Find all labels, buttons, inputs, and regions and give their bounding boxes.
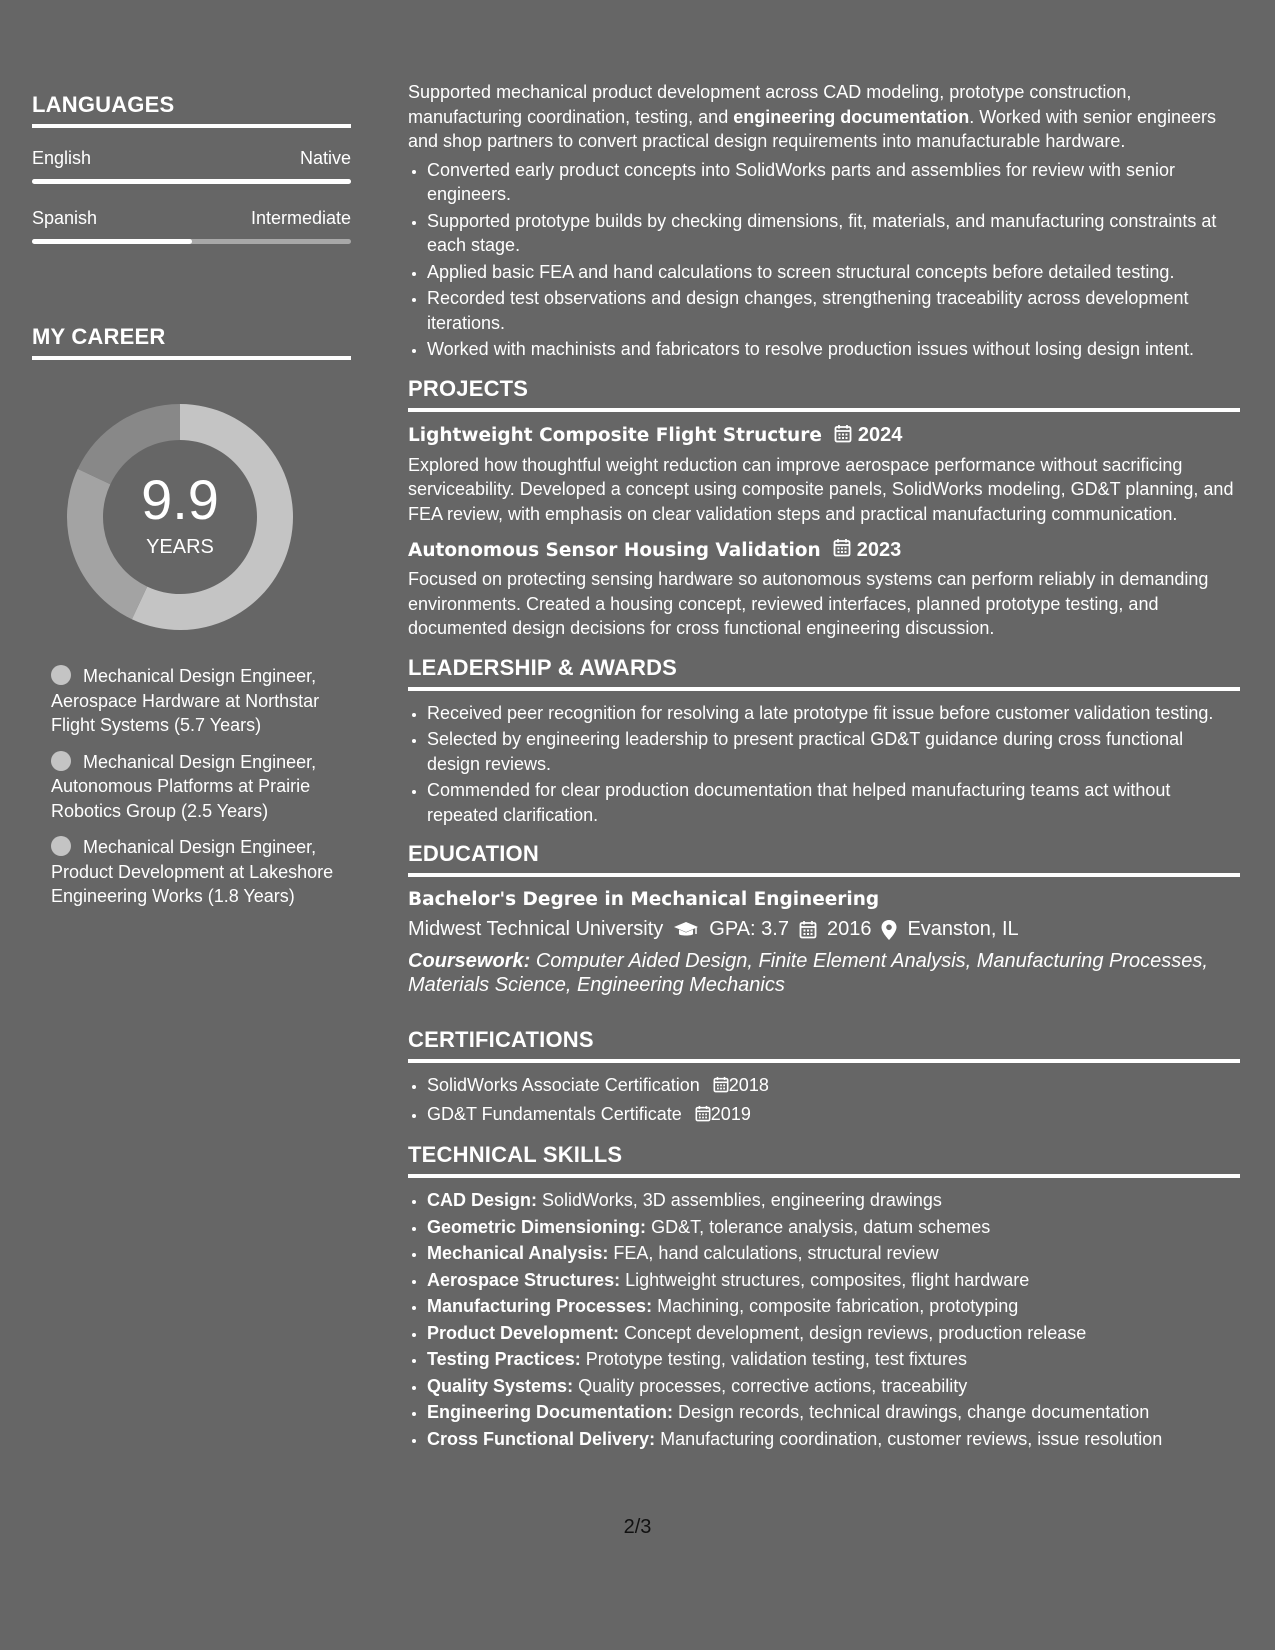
skill-value: Design records, technical drawings, change documentation (678, 1402, 1150, 1422)
career-years-unit: YEARS (146, 535, 214, 558)
experience-summary (408, 80, 1240, 154)
skill-value: Lightweight structures, composites, flight hardware (625, 1269, 1030, 1290)
education-degree: Bachelor's Degree in Mechanical Engineering (408, 889, 880, 910)
skills-heading: TECHNICAL SKILLS (408, 1142, 1240, 1178)
leadership-section (408, 655, 1240, 828)
skill-label: Mechanical Analysis: (427, 1243, 609, 1263)
calendar-icon (713, 1075, 729, 1100)
language-item (32, 148, 351, 184)
experience-bullet: • Applied basic FEA and hand calculations to screen structural concepts before detailed testing. (427, 260, 1240, 285)
graduation-cap-icon (673, 921, 709, 939)
education-year: 2016 (826, 918, 872, 940)
project-description: Focused on protecting sensing hardware so autonomous systems can perform reliably in demanding environments. Created a housing concept, reviewed interfaces, planned prototype testing, and documented design decisions for cross functional engineering discussion. (408, 569, 1209, 638)
location-pin-icon (881, 920, 907, 940)
leadership-heading: LEADERSHIP & AWARDS (408, 655, 1240, 691)
certification-name: SolidWorks Associate Certification (427, 1075, 700, 1095)
language-proficiency-fill (32, 239, 192, 244)
languages-heading: LANGUAGES (32, 92, 351, 128)
education-coursework (408, 949, 1240, 997)
skill-label: Aerospace Structures: (427, 1269, 621, 1290)
language-level: Native (299, 148, 351, 168)
education-school: Midwest Technical University (408, 918, 664, 940)
skill-label: Manufacturing Processes: (427, 1296, 653, 1316)
project-title-row (408, 424, 1240, 448)
skills-list (408, 1188, 1240, 1451)
language-proficiency-bar (32, 179, 351, 184)
skill-value: GD&T, tolerance analysis, datum schemes (651, 1216, 991, 1237)
language-item (32, 208, 351, 244)
summary-bold-text: engineering documentation (733, 106, 970, 127)
leadership-item: • Selected by engineering leadership to present practical GD&T guidance during cross functional design reviews. (427, 727, 1240, 776)
project-year: 2023 (856, 538, 902, 561)
career-role-text: Mechanical Design Engineer, Autonomous Platforms at Prairie Robotics Group (2.5 Years) (51, 751, 317, 821)
language-level: Intermediate (250, 208, 351, 228)
language-proficiency-fill (32, 179, 351, 184)
education-gpa: GPA: 3.7 (709, 918, 789, 940)
skill-value: Concept development, design reviews, production release (624, 1322, 1087, 1343)
skill-item (427, 1400, 1240, 1425)
education-heading: EDUCATION (408, 841, 1240, 877)
project-name: Autonomous Sensor Housing Validation (408, 539, 821, 561)
career-role-item (51, 750, 341, 824)
calendar-icon (833, 538, 851, 562)
project-name: Lightweight Composite Flight Structure (408, 425, 822, 446)
coursework-label: Coursework: (408, 950, 531, 972)
page-number: 2/3 (623, 1516, 652, 1538)
career-role-text: Mechanical Design Engineer, Product Development at Lakeshore Engineering Works (1.8 Years) (51, 837, 334, 906)
certifications-list (408, 1073, 1240, 1128)
leadership-item: • Received peer recognition for resolving a late prototype fit issue before customer validation testing. (427, 701, 1240, 726)
left-column (32, 92, 351, 921)
skill-label: Product Development: (427, 1322, 620, 1343)
career-role-text: Mechanical Design Engineer, Aerospace Hardware at Northstar Flight Systems (5.7 Years) (51, 666, 320, 735)
coursework-text: Computer Aided Design, Finite Element Analysis, Manufacturing Processes, Materials Science, Engineering Mechanics (408, 950, 1208, 996)
certification-year: 2018 (728, 1075, 769, 1095)
legend-dot (51, 836, 71, 856)
project-year: 2024 (857, 424, 903, 446)
skill-value: Quality processes, corrective actions, traceability (578, 1375, 968, 1396)
skill-item (427, 1374, 1240, 1399)
certification-year: 2019 (710, 1103, 751, 1124)
education-location: Evanston, IL (907, 918, 1019, 940)
experience-bullet-list (408, 158, 1240, 362)
projects-section (408, 376, 1240, 641)
skill-item (427, 1321, 1240, 1346)
right-column (408, 80, 1240, 1453)
experience-bullet: • Supported prototype builds by checking dimensions, fit, materials, and manufacturing constraints at each stage. (427, 209, 1240, 258)
skill-value: Machining, composite fabrication, prototyping (657, 1296, 1019, 1316)
career-role-item (51, 835, 341, 909)
career-role-item (51, 664, 341, 738)
skill-item (427, 1347, 1240, 1372)
projects-heading: PROJECTS (408, 376, 1240, 412)
leadership-item: • Commended for clear production documentation that helped manufacturing teams act without repeated clarification. (427, 778, 1240, 827)
education-section (408, 841, 1240, 997)
skill-value: Manufacturing coordination, customer reviews, issue resolution (660, 1428, 1163, 1449)
project-title-row (408, 538, 1240, 562)
career-total-years: 9.9 (141, 467, 219, 531)
certifications-section (408, 1027, 1240, 1128)
leadership-list (408, 701, 1240, 828)
skill-item (427, 1427, 1240, 1452)
skill-item (427, 1241, 1240, 1266)
experience-bullet: • Worked with machinists and fabricators to resolve production issues without losing design intent. (427, 337, 1240, 362)
legend-dot (51, 751, 71, 771)
summary-text: Supported mechanical product development across CAD modeling, prototype construction, manufacturing coordination, testing, and (408, 82, 1132, 127)
legend-dot (51, 665, 71, 685)
career-role-list (51, 664, 341, 909)
certification-item (427, 1102, 1240, 1129)
skill-item (427, 1215, 1240, 1240)
skill-value: SolidWorks, 3D assemblies, engineering drawings (542, 1190, 942, 1210)
skill-label: Engineering Documentation: (427, 1402, 674, 1422)
skill-value: Prototype testing, validation testing, test fixtures (585, 1349, 967, 1369)
career-donut-chart (65, 402, 295, 632)
experience-bullet: • Converted early product concepts into SolidWorks parts and assemblies for review with senior engineers. (427, 158, 1240, 207)
skill-label: Cross Functional Delivery: (427, 1428, 656, 1449)
calendar-icon (834, 424, 852, 448)
language-name: English (32, 148, 92, 168)
skill-item (427, 1294, 1240, 1319)
skill-item (427, 1188, 1240, 1213)
language-name: Spanish (32, 208, 98, 228)
certification-name: GD&T Fundamentals Certificate (427, 1103, 682, 1124)
certifications-heading: CERTIFICATIONS (408, 1027, 1240, 1063)
skill-label: Testing Practices: (427, 1349, 581, 1369)
skill-label: CAD Design: (427, 1190, 538, 1210)
skill-label: Geometric Dimensioning: (427, 1216, 647, 1237)
project-description: Explored how thoughtful weight reduction can improve aerospace performance without sacrificing serviceability. Developed a concept using composite panels, SolidWorks modeling, GD&T planning, and FEA review, with emphasis on clear validation steps and practical manufacturing communication. (408, 454, 1234, 524)
career-heading: MY CAREER (32, 324, 351, 360)
calendar-icon (695, 1104, 711, 1129)
summary-text: . Worked with senior engineers and shop partners to convert practical design requirements into manufacturable hardware. (408, 106, 1217, 151)
calendar-icon (799, 920, 827, 939)
education-details (408, 918, 1240, 941)
skill-value: FEA, hand calculations, structural review (613, 1243, 939, 1263)
skill-item (427, 1268, 1240, 1293)
experience-bullet: • Recorded test observations and design changes, strengthening traceability across development iterations. (427, 286, 1240, 335)
certification-item (427, 1073, 1240, 1100)
skill-label: Quality Systems: (427, 1375, 574, 1396)
language-proficiency-bar (32, 239, 351, 244)
skills-section (408, 1142, 1240, 1451)
